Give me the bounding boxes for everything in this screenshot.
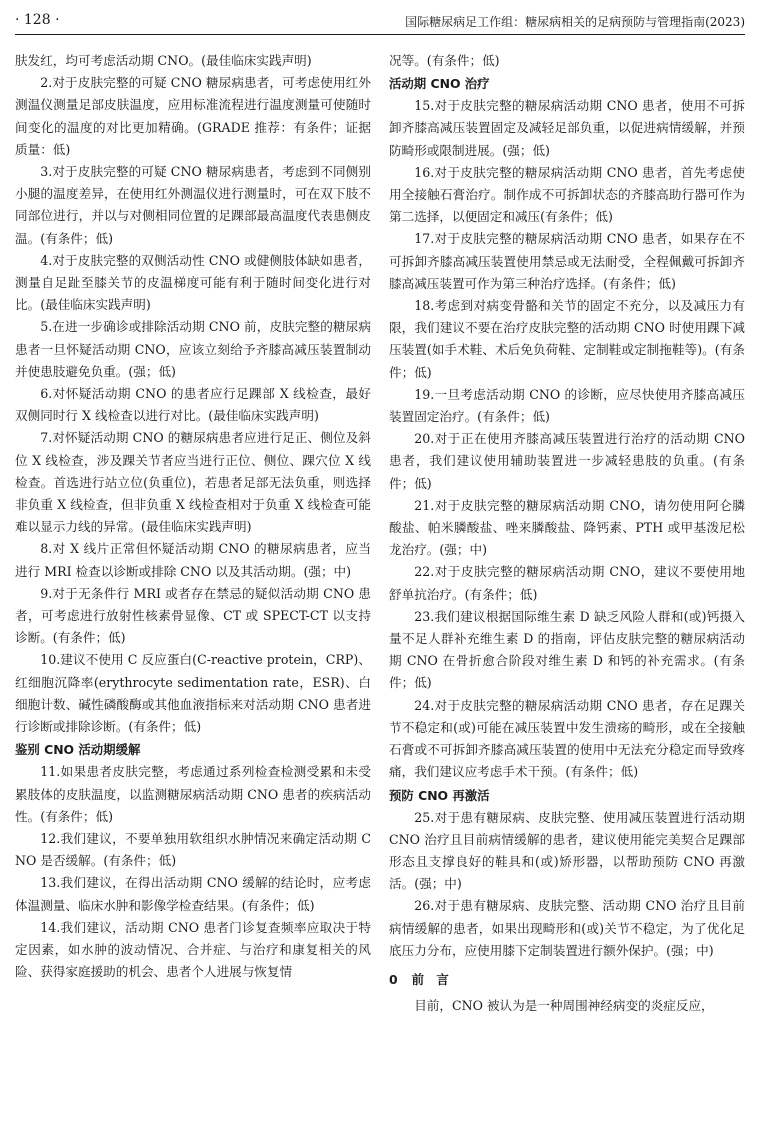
paragraph: 15.对于皮肤完整的糖尿病活动期 CNO 患者，使用不可拆卸齐膝高减压装置固定及减轻足部负重，以促进病情缓解，并预防畸形或限制进展。(强；低): [389, 98, 745, 158]
section-title: 前 言: [411, 971, 449, 987]
paragraph: 8.对 X 线片正常但怀疑活动期 CNO 的糖尿病患者，应当进行 MRI 检查以诊断或排除 CNO 以及其活动期。(强；中): [15, 541, 371, 579]
right-column: [389, 50, 745, 1017]
paragraph: 6.对怀疑活动期 CNO 的患者应行足踝部 X 线检查，最好双侧同时行 X 线检查以进行对比。(最佳临床实践声明): [15, 386, 371, 424]
paragraph: 2.对于皮肤完整的可疑 CNO 糖尿病患者，可考虑使用红外测温仪测量足部皮肤温度，应用标准流程进行温度测量可使随时间变化的温度的对比更加精确。(GRADE 推荐：有条件；证据质量：低): [15, 75, 371, 157]
paragraph: 20.对于正在使用齐膝高减压装置进行治疗的活动期 CNO 患者，我们建议使用辅助装置进一步减轻患肢的负重。(有条件；低): [389, 431, 745, 491]
paragraph: 目前，CNO 被认为是一种周围神经病变的炎症反应，: [414, 997, 714, 1013]
page-header: [15, 12, 745, 34]
paragraph: 4.对于皮肤完整的双侧活动性 CNO 或健侧肢体缺如患者，测量自足趾至膝关节的皮温梯度可能有利于随时间变化进行对比。(最佳临床实践声明): [15, 252, 371, 313]
subsection-heading: 鉴别 CNO 活动期缓解: [15, 742, 141, 758]
section-heading: [389, 968, 745, 991]
paragraph: 9.对于无条件行 MRI 或者存在禁忌的疑似活动期 CNO 患者，可考虑进行放射性核素骨显像、CT 或 SPECT-CT 以支持诊断。(有条件；低): [15, 585, 371, 646]
paragraph: 26.对于患有糖尿病、皮肤完整、活动期 CNO 治疗且目前病情缓解的患者，如果出现畸形和(或)关节不稳定，为了优化足底压力分布，应使用膝下定制装置进行额外保护。(强；中): [389, 898, 745, 958]
paragraph: 12.我们建议，不要单独用软组织水肿情况来确定活动期 CNO 是否缓解。(有条件；低): [15, 830, 371, 869]
page-number: · 128 ·: [15, 12, 60, 28]
paragraph: 3.对于皮肤完整的可疑 CNO 糖尿病患者，考虑到不同侧别小腿的温度差异，在使用红外测温仪进行测量时，可在双下肢不同部位进行，并以与对侧相同位置的足踝部最高温度代表患侧皮温。(有条件；低): [15, 164, 371, 246]
left-column: [15, 50, 371, 983]
running-head: 国际糖尿病足工作组：糖尿病相关的足病预防与管理指南(2023): [405, 15, 745, 29]
header-rule: [15, 34, 745, 35]
paragraph: 18.考虑到对病变骨骼和关节的固定不充分，以及减压力有限，我们建议不要在治疗皮肤完整的活动期 CNO 时使用踝下减压装置(如手术鞋、术后免负荷鞋、定制鞋或定制拖鞋等)。(有条件；低): [389, 298, 745, 380]
subsection-heading: 活动期 CNO 治疗: [389, 76, 490, 92]
paragraph: 况等。(有条件；低): [389, 53, 500, 68]
subsection-heading: 预防 CNO 再激活: [389, 787, 490, 803]
paragraph: 23.我们建议根据国际维生素 D 缺乏风险人群和(或)钙摄入量不足人群补充维生素 D 的指南，评估皮肤完整的糖尿病活动期 CNO 在骨折愈合阶段对维生素 D 和钙的补充需求。(有条件；低): [389, 608, 745, 691]
paragraph: 11.如果患者皮肤完整，考虑通过系列检查检测受累和未受累肢体的皮肤温度，以监测糖尿病活动期 CNO 患者的疾病活动性。(有条件；低): [15, 764, 371, 824]
paragraph: 22.对于皮肤完整的糖尿病活动期 CNO，建议不要使用地舒单抗治疗。(有条件；低): [389, 564, 745, 602]
paragraph: 17.对于皮肤完整的糖尿病活动期 CNO 患者，如果存在不可拆卸齐膝高减压装置使用禁忌或无法耐受，全程佩戴可拆卸齐膝高减压装置可作为第三种治疗选择。(有条件；低): [389, 231, 745, 291]
section-number: 0: [389, 971, 398, 987]
paragraph: 24.对于皮肤完整的糖尿病活动期 CNO 患者，存在足踝关节不稳定和(或)可能在减压装置中发生溃疡的畸形，或在全接触石膏或不可拆卸齐膝高减压装置的使用中无法充分稳定而导致疼痛，我们建议应考虑手术干预。(有条件；低): [389, 697, 745, 780]
paragraph: 13.我们建议，在得出活动期 CNO 缓解的结论时，应考虑体温测量、临床水肿和影像学检查结果。(有条件；低): [15, 875, 371, 913]
paragraph: 14.我们建议，活动期 CNO 患者门诊复查频率应取决于特定因素，如水肿的波动情况、合并症、与治疗和康复相关的风险、获得家庭援助的机会、患者个人进展与恢复情: [15, 919, 371, 980]
paragraph: 7.对怀疑活动期 CNO 的糖尿病患者应进行足正、侧位及斜位 X 线检查，涉及踝关节者应当进行正位、侧位、踝穴位 X 线检查。首选进行站立位(负重位)，若患者足部无法负重，则选择非负重 X 线检查，但非负重 X 线检查相对于负重 X 线检查可能难以显示力线的异常。(最佳临床实践声明): [15, 430, 371, 535]
paragraph: 10.建议不使用 C 反应蛋白(C-reactive protein，CRP)、红细胞沉降率(erythrocyte sedimentation rate，ESR)、白细胞计数、碱性磷酸酶或其他血液指标来对活动期 CNO 患者进行诊断或排除诊断。(有条件；低): [15, 652, 371, 735]
paragraph: 21.对于皮肤完整的糖尿病活动期 CNO，请勿使用阿仑膦酸盐、帕米膦酸盐、唑来膦酸盐、降钙素、PTH 或甲基泼尼松龙治疗。(强；中): [389, 497, 745, 558]
paragraph: 5.在进一步确诊或排除活动期 CNO 前，皮肤完整的糖尿病患者一旦怀疑活动期 CNO，应该立刻给予齐膝高减压装置制动并使患肢避免负重。(强；低): [15, 319, 371, 379]
paragraph: 肤发红，均可考虑活动期 CNO。(最佳临床实践声明): [15, 53, 312, 68]
paragraph: 19.一旦考虑活动期 CNO 的诊断，应尽快使用齐膝高减压装置固定治疗。(有条件；低): [389, 386, 745, 425]
paragraph: 16.对于皮肤完整的糖尿病活动期 CNO 患者，首先考虑使用全接触石膏治疗。制作成不可拆卸状态的齐膝高助行器可作为第二选择，以便固定和减压(有条件；低): [389, 164, 745, 225]
paragraph: 25.对于患有糖尿病、皮肤完整、使用减压装置进行活动期 CNO 治疗且目前病情缓解的患者，建议使用能完美契合足踝部形态且支撑良好的鞋具和(或)矫形器，以帮助预防 CNO 再激活。(强；中): [389, 809, 745, 892]
